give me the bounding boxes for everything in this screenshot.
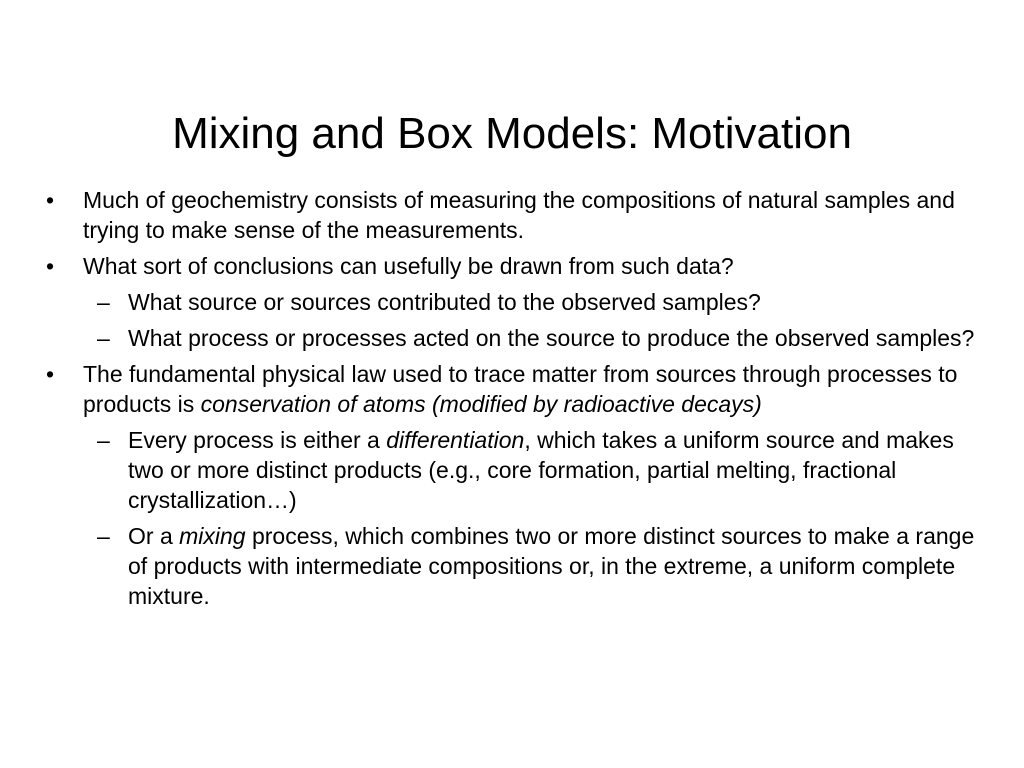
sub-bullet-text-tail: , which takes a uniform source and makes two or more distinct products (e.g., core formation, partial melting, fractional crystallization…) bbox=[128, 427, 954, 513]
sub-bullet-text bbox=[128, 425, 994, 515]
bullet-marker: • bbox=[46, 253, 55, 279]
dash-marker: – bbox=[97, 427, 110, 453]
sub-bullet-item bbox=[44, 521, 994, 611]
sub-bullet-text-emphasis: differentiation bbox=[386, 427, 525, 453]
dash-marker: – bbox=[97, 325, 110, 351]
dash-marker: – bbox=[97, 523, 110, 549]
bullet-marker: • bbox=[46, 187, 55, 213]
sub-bullet-text-emphasis: mixing bbox=[179, 523, 246, 549]
bullet-item bbox=[44, 251, 994, 281]
sub-bullet-text-tail: process, which combines two or more distinct sources to make a range of products with intermediate compositions or, in the extreme, a uniform complete mixture. bbox=[128, 523, 975, 609]
sub-bullet-item bbox=[44, 425, 994, 515]
sub-bullet-text: What process or processes acted on the source to produce the observed samples? bbox=[128, 325, 975, 351]
bullet-text: Much of geochemistry consists of measuring the compositions of natural samples and trying to make sense of the measurements. bbox=[83, 187, 955, 243]
sub-bullet-text-lead: Or a bbox=[128, 523, 180, 549]
sub-bullet-text-lead: Every process is either a bbox=[128, 427, 387, 453]
sub-bullet-item bbox=[44, 323, 994, 353]
bullet-text-emphasis: conservation of atoms (modified by radioactive decays) bbox=[200, 391, 762, 417]
bullet-marker: • bbox=[46, 361, 55, 387]
sub-bullet-text bbox=[128, 521, 994, 611]
sub-bullet-item bbox=[44, 287, 994, 317]
sub-bullet-text: What source or sources contributed to the observed samples? bbox=[128, 289, 761, 315]
bullet-text: What sort of conclusions can usefully be drawn from such data? bbox=[83, 253, 734, 279]
bullet-item bbox=[44, 185, 994, 245]
bullet-text bbox=[83, 359, 994, 419]
slide-title: Mixing and Box Models: Motivation bbox=[172, 109, 852, 158]
bullet-item bbox=[44, 359, 994, 419]
slide-body bbox=[44, 185, 994, 611]
dash-marker: – bbox=[97, 289, 110, 315]
bullet-text-lead: The fundamental physical law used to trace matter from sources through processes to products is bbox=[83, 361, 958, 417]
